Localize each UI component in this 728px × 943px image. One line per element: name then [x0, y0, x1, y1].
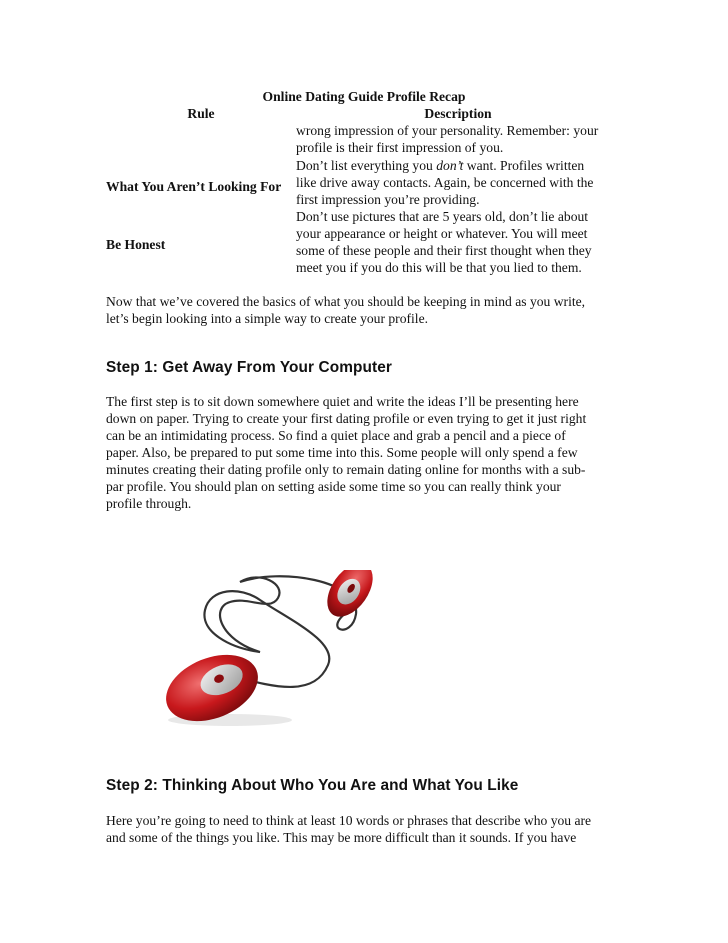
paragraph-line: paper. Also, be prepared to put some time into this. Some people will only spend a few: [106, 445, 578, 460]
desc-line: your appearance or height or whatever. You will meet: [296, 226, 588, 241]
paragraph-line: let’s begin looking into a simple way to create your profile.: [106, 311, 429, 326]
step2-heading: Step 2: Thinking About Who You Are and What You Like: [106, 777, 519, 794]
paragraph-line: Here you’re going to need to think at least 10 words or phrases that describe who you are: [106, 813, 592, 828]
step1-heading: Step 1: Get Away From Your Computer: [106, 359, 392, 376]
paragraph-line: down on paper. Trying to create your first dating profile or even trying to get it just right: [106, 411, 587, 426]
mouse-small: [318, 570, 382, 625]
desc-line: Don’t list everything you don’t want. Profiles written: [296, 158, 585, 173]
rule-what-you-arent-looking-for: What You Aren’t Looking For: [106, 179, 282, 194]
desc-line: first impression you’re providing.: [296, 192, 480, 207]
step1-paragraph: [106, 393, 622, 512]
paragraph-line: par profile. You should plan on setting aside some time so you can really think your: [106, 479, 561, 494]
paragraph-line: can be an intimidating process. So find a quiet place and grab a pencil and a piece of: [106, 428, 566, 443]
paragraph-line: profile through.: [106, 496, 192, 511]
desc-line: Don’t use pictures that are 5 years old, don’t lie about: [296, 209, 589, 224]
table-row-desc: [296, 208, 626, 276]
paragraph-line: minutes creating their dating profile only to remain dating online for months with a sub-: [106, 462, 586, 477]
column-header-rule: Rule: [187, 106, 215, 121]
desc-line: some of these people and their first thought when they: [296, 243, 592, 258]
step2-paragraph: [106, 812, 622, 846]
column-header-description: Description: [424, 106, 492, 121]
desc-line: profile is their first impression of you.: [296, 140, 504, 155]
desc-line: wrong impression of your personality. Remember: your: [296, 123, 599, 138]
intro-paragraph: [106, 293, 622, 327]
paragraph-line: Now that we’ve covered the basics of what you should be keeping in mind as you write,: [106, 294, 586, 309]
desc-line: like drive away contacts. Again, be concerned with the: [296, 175, 594, 190]
table-row-desc: [296, 122, 626, 156]
paragraph-line: The first step is to sit down somewhere quiet and write the ideas I’ll be presenting here: [106, 394, 579, 409]
table-row-desc: [296, 157, 626, 208]
desc-line: meet you if you do this will be that you lied to them.: [296, 260, 582, 275]
heart-mouse-illustration: [160, 570, 420, 730]
rule-be-honest: Be Honest: [106, 237, 166, 252]
table-title: Online Dating Guide Profile Recap: [262, 89, 466, 104]
paragraph-line: and some of the things you like. This may be more difficult than it sounds. If you have: [106, 830, 577, 845]
